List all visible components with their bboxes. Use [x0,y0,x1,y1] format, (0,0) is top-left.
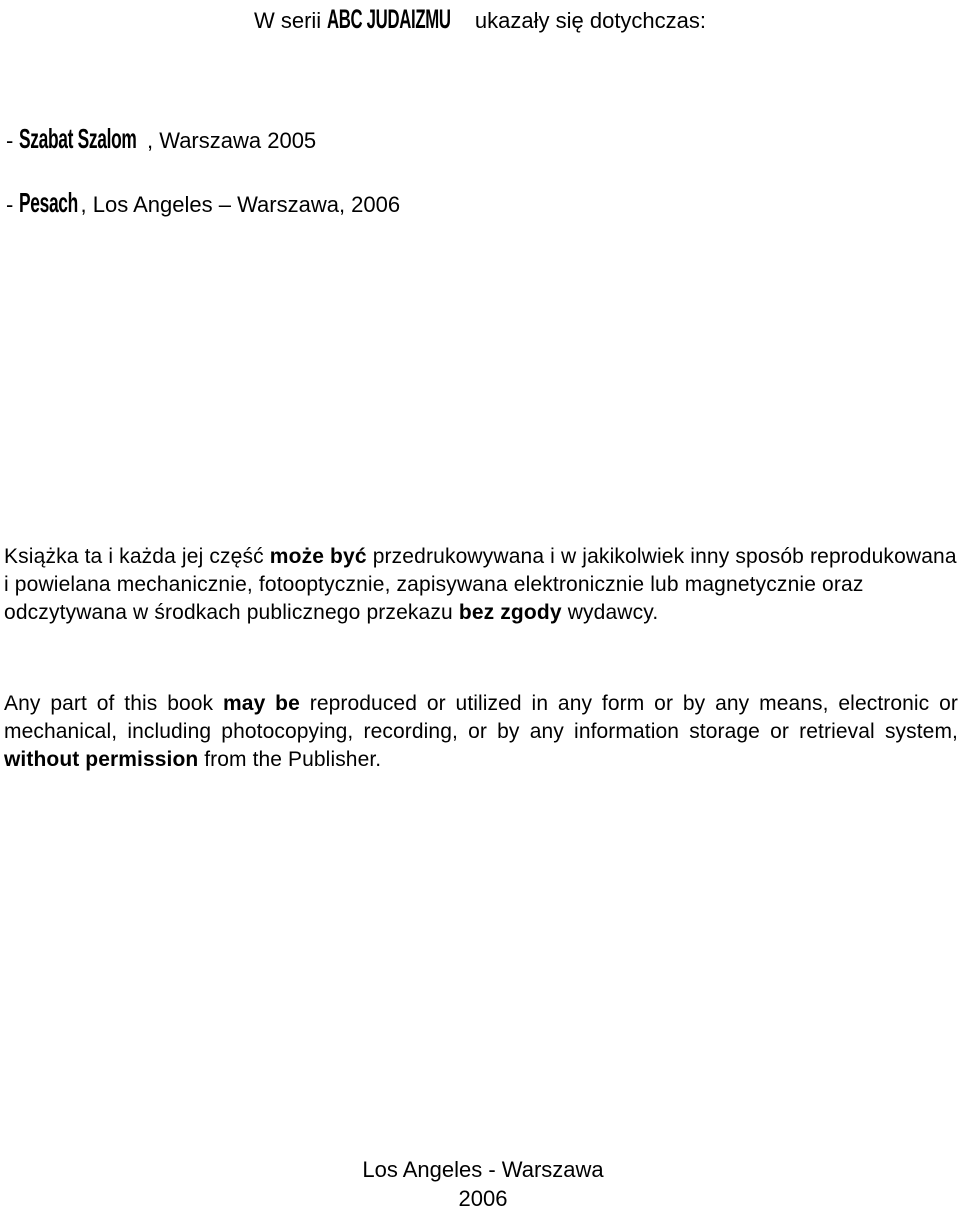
copyright-notice-polish [4,543,960,627]
copyright-en-text-1: Any part of this book [4,692,224,715]
book-details: , Warszawa 2005 [147,128,317,153]
copyright-pl-bold-2: bez zgody [458,601,562,624]
copyright-pl-bold-1: może być [269,545,367,568]
series-header-suffix: ukazały się dotychczas: [468,8,707,33]
copyright-en-text-3: from the Publisher. [198,748,382,771]
publication-place: Los Angeles - Warszawa [362,1157,604,1182]
book-list-item [6,124,316,156]
book-list-item [6,188,400,220]
publication-year: 2006 [458,1186,508,1211]
copyright-pl-text-1: Książka ta i każda jej część [4,545,270,568]
copyright-pl-text-3: wydawcy. [561,601,659,624]
series-header-prefix: W serii [253,8,328,33]
book-title: Pesach [19,187,79,218]
book-title: Szabat Szalom [19,123,137,154]
copyright-pl-text-2: przedrukowywana i w jakikolwiek inny sposób reprodukowana i powielana mechanicznie, fotooptycznie, zapisywana elektronicznie lub magnetycznie oraz odczytywana w środkach publicznego przekazu [4,545,957,624]
book-details: , Los Angeles – Warszawa, 2006 [80,192,401,217]
series-header [0,4,960,36]
series-name: ABC JUDAIZMU [327,4,451,34]
copyright-en-bold-2: without permission [4,748,199,771]
book-dash: - [6,192,20,217]
copyright-notice-english [4,690,958,774]
copyright-en-bold-1: may be [223,692,300,715]
copyright-en-text-2: reproduced or utilized in any form or by any means, electronic or mechanical, including photocopying, recording, or by any information storage or retrieval system, [4,692,958,743]
book-dash: - [6,128,20,153]
